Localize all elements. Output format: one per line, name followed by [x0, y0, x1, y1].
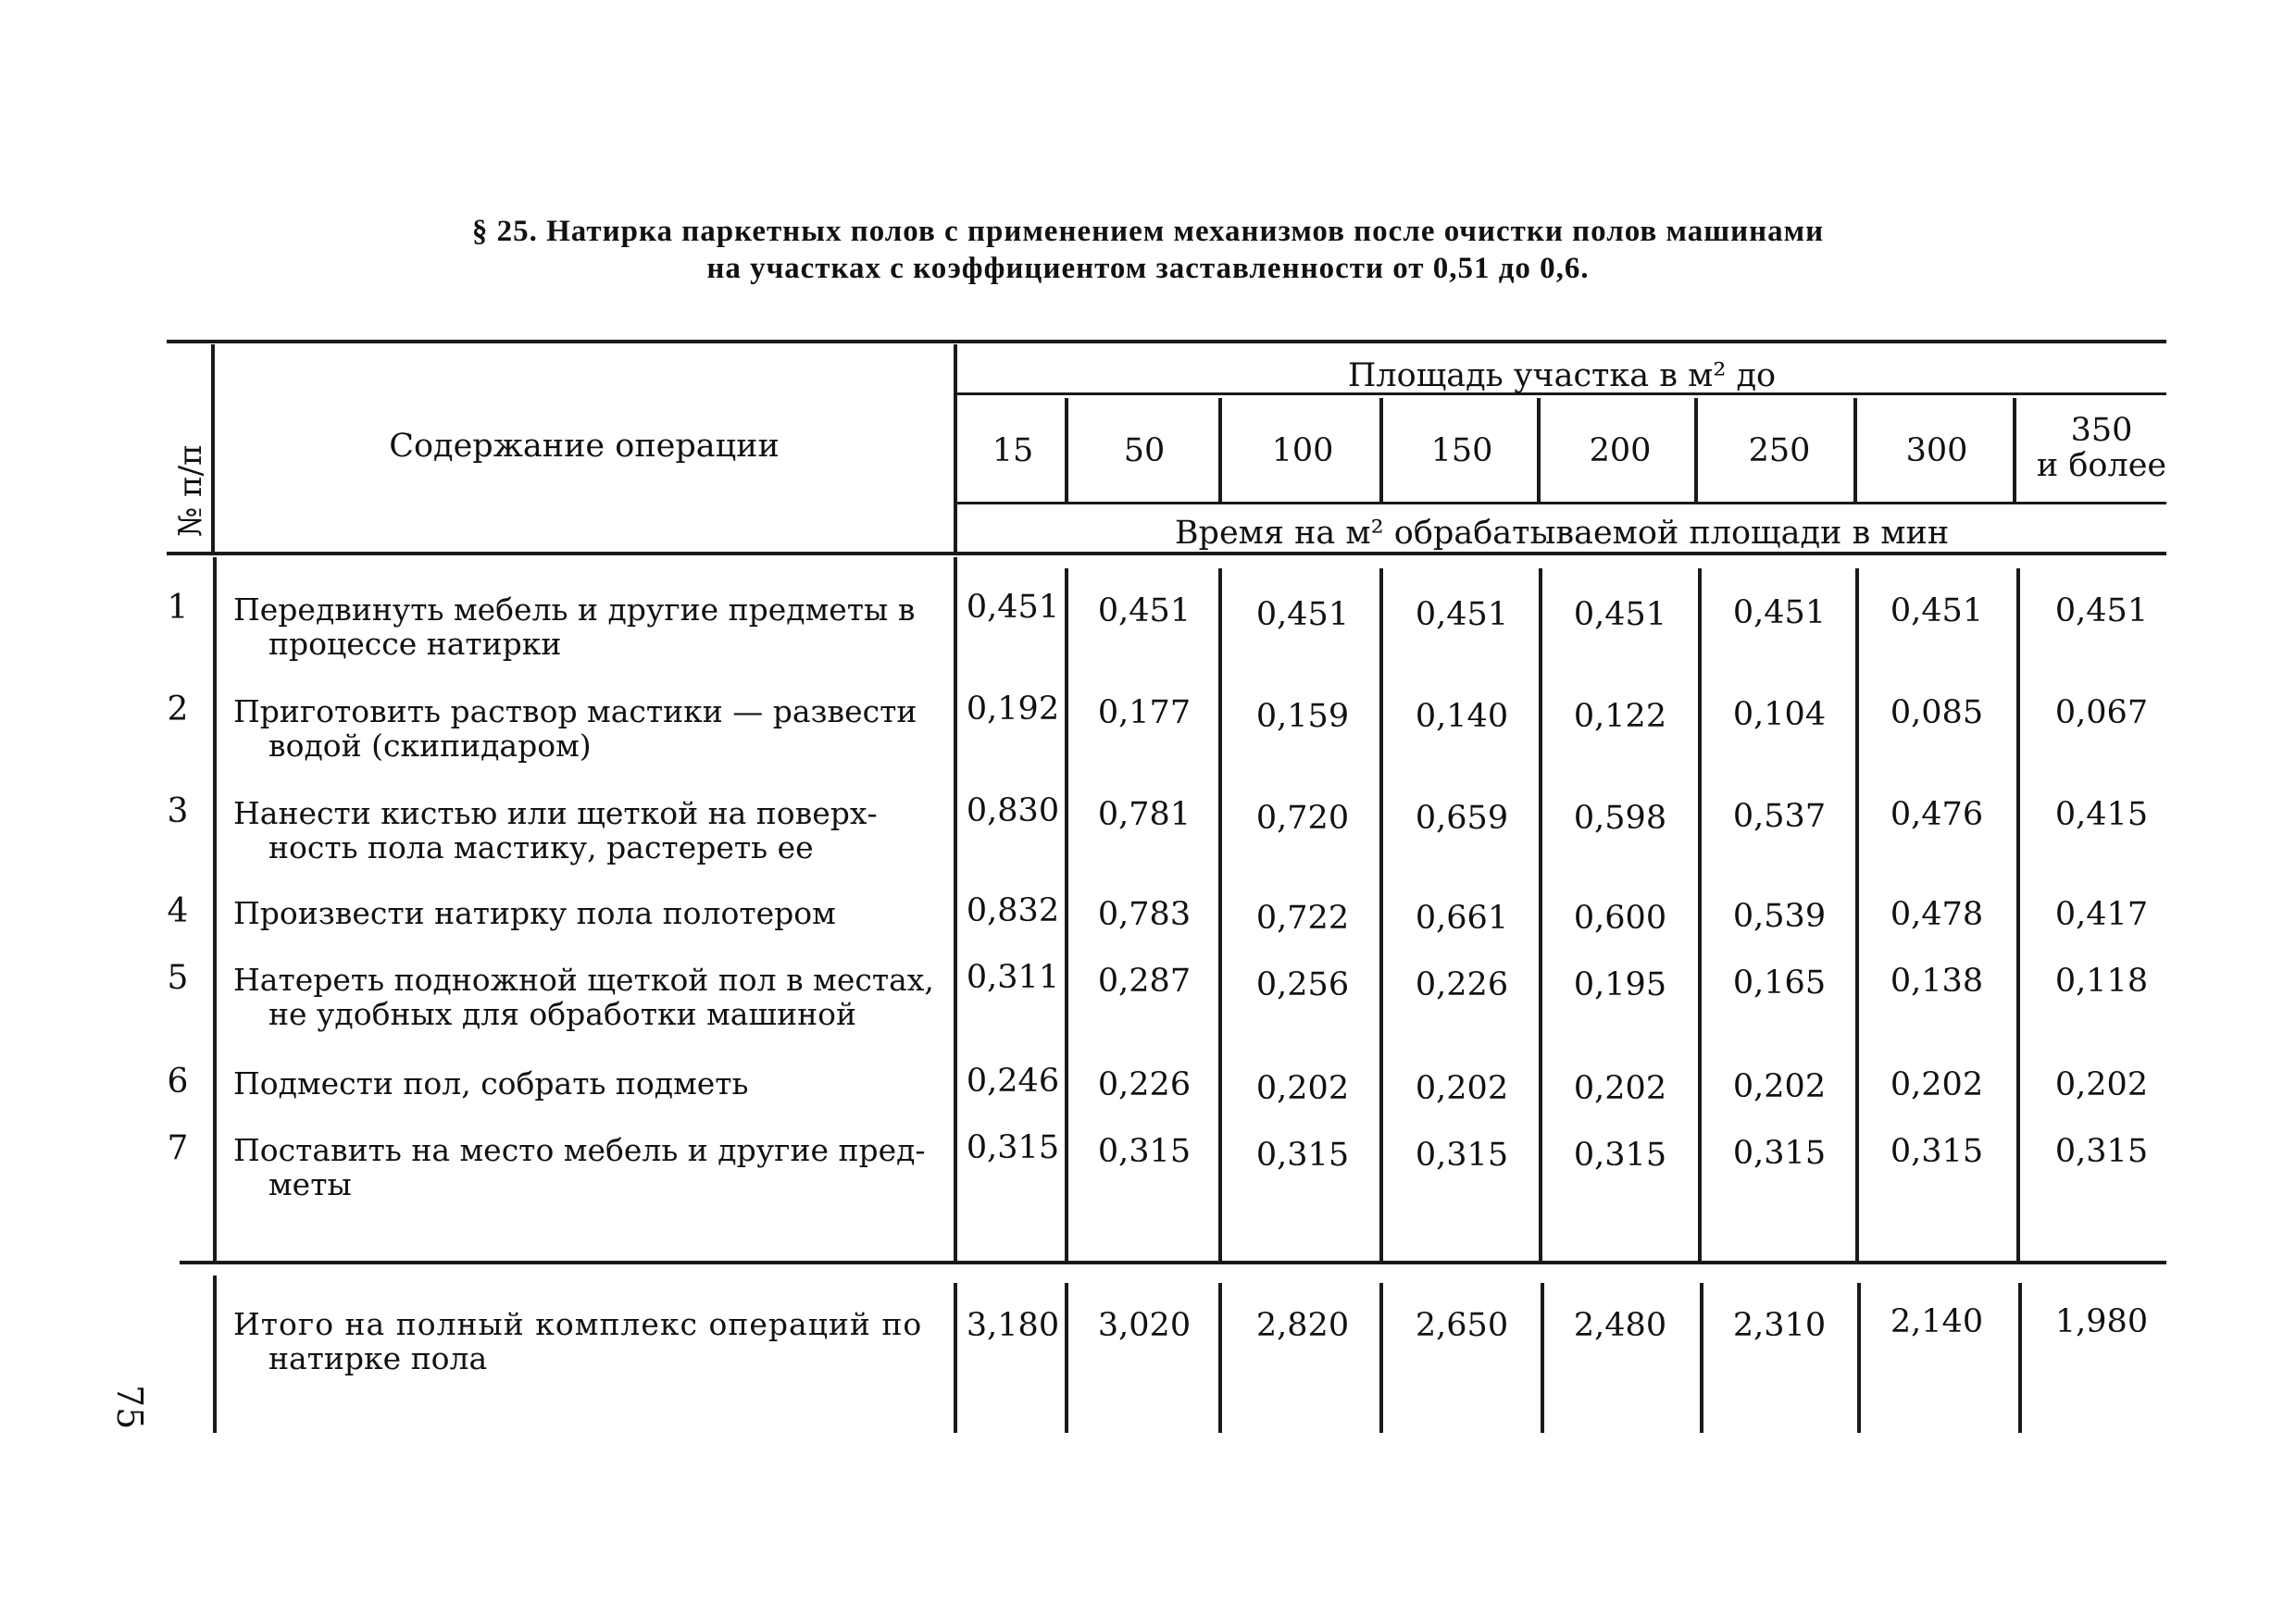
time-value: 0,202 [1415, 1070, 1509, 1107]
header-area: Площадь участка в м² до [1347, 357, 1777, 394]
total-value: 2,820 [1255, 1307, 1350, 1344]
operation-line1: Натереть подножной щеткой пол в местах, [233, 962, 934, 998]
time-value: 0,598 [1573, 800, 1667, 837]
operation-text [233, 1133, 937, 1201]
time-value: 0,661 [1415, 900, 1509, 937]
area-col-300: 300 [1905, 432, 1968, 469]
time-value: 0,417 [2054, 896, 2149, 933]
time-value: 0,246 [966, 1063, 1060, 1100]
time-value: 0,202 [1573, 1070, 1667, 1107]
time-value: 0,720 [1255, 800, 1350, 837]
time-value: 0,085 [1890, 694, 1984, 731]
time-value: 0,315 [1732, 1135, 1827, 1172]
section-title-line2: на участках с коэффициентом заставленности от 0,51 до 0,6. [706, 252, 1590, 285]
vrule-num [211, 344, 215, 554]
row-number: 5 [167, 959, 189, 997]
total-value: 1,980 [2054, 1303, 2149, 1340]
time-value: 0,165 [1732, 965, 1827, 1002]
vrule-t4 [1541, 1283, 1544, 1433]
area-col-350: 350 и более [2036, 412, 2167, 484]
operation-line1: Нанести кистью или щеткой на поверх- [233, 795, 878, 831]
time-value: 0,659 [1415, 800, 1509, 837]
vrule-t-content [954, 1283, 957, 1433]
header-time: Время на м² обрабатываемой площади в мин [1174, 515, 1950, 552]
operation-text [233, 1066, 937, 1101]
time-value: 0,122 [1573, 698, 1667, 735]
time-value: 0,202 [1890, 1066, 1984, 1103]
total-separator-rule [180, 1261, 2166, 1264]
time-value: 0,451 [2054, 592, 2149, 629]
row-number: 2 [167, 691, 189, 728]
time-value: 0,451 [1890, 592, 1984, 629]
total-label-line2: натирке пола [268, 1340, 488, 1376]
vrule-h2 [1218, 398, 1222, 502]
time-value: 0,451 [1255, 596, 1350, 633]
row-number: 3 [167, 792, 189, 830]
time-header-rule [957, 502, 2166, 504]
operation-line1: Произвести натирку пола полотером [233, 895, 836, 931]
operation-text [233, 963, 937, 1031]
total-label [233, 1307, 937, 1375]
time-value: 0,118 [2054, 963, 2149, 1000]
time-value: 0,783 [1097, 896, 1192, 933]
row-number: 7 [167, 1129, 189, 1167]
area-col-250: 250 [1748, 432, 1811, 469]
time-value: 0,315 [2054, 1133, 2149, 1170]
time-value: 0,140 [1415, 698, 1509, 735]
operation-line1: Поставить на место мебель и другие пред- [233, 1132, 926, 1168]
time-value: 0,104 [1732, 696, 1827, 733]
time-value: 0,226 [1097, 1066, 1192, 1103]
time-value: 0,451 [1415, 596, 1509, 633]
header-content-col: Содержание операции [389, 428, 780, 465]
header-bottom-rule [167, 552, 2166, 555]
time-value: 0,202 [1255, 1070, 1350, 1107]
area-col-150: 150 [1430, 432, 1493, 469]
time-value: 0,451 [1097, 592, 1192, 629]
area-col-200: 200 [1589, 432, 1652, 469]
operation-line2: водой (скипидаром) [268, 728, 592, 764]
time-value: 0,256 [1255, 966, 1350, 1003]
time-value: 0,537 [1732, 798, 1827, 835]
operation-text [233, 796, 937, 865]
operation-line1: Приготовить раствор мастики — развести [233, 693, 917, 729]
operation-line2: не удобных для обработки машиной [268, 996, 856, 1032]
vrule-b2 [1218, 568, 1222, 1261]
time-value: 0,722 [1255, 900, 1350, 937]
operation-line2: меты [268, 1166, 352, 1202]
time-value: 0,476 [1890, 796, 1984, 833]
time-value: 0,832 [966, 892, 1060, 929]
time-value: 0,830 [966, 792, 1060, 829]
time-value: 0,226 [1415, 966, 1509, 1003]
time-value: 0,315 [966, 1129, 1060, 1166]
time-value: 0,311 [966, 959, 1060, 996]
row-number: 4 [167, 892, 189, 930]
time-value: 0,159 [1255, 698, 1350, 735]
time-value: 0,478 [1890, 896, 1984, 933]
vrule-t-num [213, 1276, 217, 1433]
time-value: 0,202 [1732, 1068, 1827, 1105]
time-value: 0,451 [1732, 594, 1827, 631]
time-value: 0,600 [1573, 900, 1667, 937]
total-value: 2,480 [1573, 1307, 1667, 1344]
time-value: 0,202 [2054, 1066, 2149, 1103]
time-value: 0,138 [1890, 963, 1984, 1000]
vrule-body-content [954, 557, 957, 1261]
vrule-t3 [1379, 1283, 1383, 1433]
header-num-col: № п/п [172, 444, 209, 537]
operation-text [233, 694, 937, 763]
vrule-t1 [1065, 1283, 1068, 1433]
operation-line1: Передвинуть мебель и другие предметы в [233, 591, 916, 628]
time-value: 0,177 [1097, 694, 1192, 731]
vrule-t2 [1218, 1283, 1222, 1433]
time-value: 0,315 [1255, 1137, 1350, 1174]
time-value: 0,315 [1415, 1137, 1509, 1174]
area-col-50: 50 [1123, 432, 1166, 469]
total-value: 2,650 [1415, 1307, 1509, 1344]
row-number: 6 [167, 1063, 189, 1101]
total-label-line1: Итого на полный комплекс операций по [233, 1306, 923, 1342]
operation-line2: процессе натирки [268, 626, 562, 662]
section-title-line1: § 25. Натирка паркетных полов с применением механизмов после очистки полов машинами [471, 215, 1825, 248]
time-value: 0,287 [1097, 963, 1192, 1000]
total-value: 3,020 [1097, 1307, 1192, 1344]
time-value: 0,067 [2054, 694, 2149, 731]
time-value: 0,451 [966, 589, 1060, 626]
row-number: 1 [167, 589, 189, 627]
area-col-100: 100 [1271, 432, 1334, 469]
operation-text [233, 592, 937, 661]
time-value: 0,195 [1573, 966, 1667, 1003]
time-value: 0,451 [1573, 596, 1667, 633]
time-value: 0,192 [966, 691, 1060, 728]
area-col-15: 15 [992, 432, 1034, 469]
operation-line2: ность пола мастику, растереть ее [268, 829, 814, 865]
time-value: 0,415 [2054, 796, 2149, 833]
vrule-body-num [213, 557, 217, 1261]
table-top-rule [167, 340, 2166, 343]
operation-line1: Подмести пол, собрать подметь [233, 1065, 749, 1101]
time-value: 0,315 [1890, 1133, 1984, 1170]
operation-text [233, 896, 937, 930]
time-value: 0,539 [1732, 898, 1827, 935]
total-value: 2,310 [1732, 1307, 1827, 1344]
time-value: 0,315 [1573, 1137, 1667, 1174]
page-number: 75 [109, 1385, 150, 1430]
vrule-t5 [1700, 1283, 1703, 1433]
time-value: 0,315 [1097, 1133, 1192, 1170]
total-value: 3,180 [966, 1307, 1060, 1344]
time-value: 0,781 [1097, 796, 1192, 833]
total-value: 2,140 [1890, 1303, 1984, 1340]
